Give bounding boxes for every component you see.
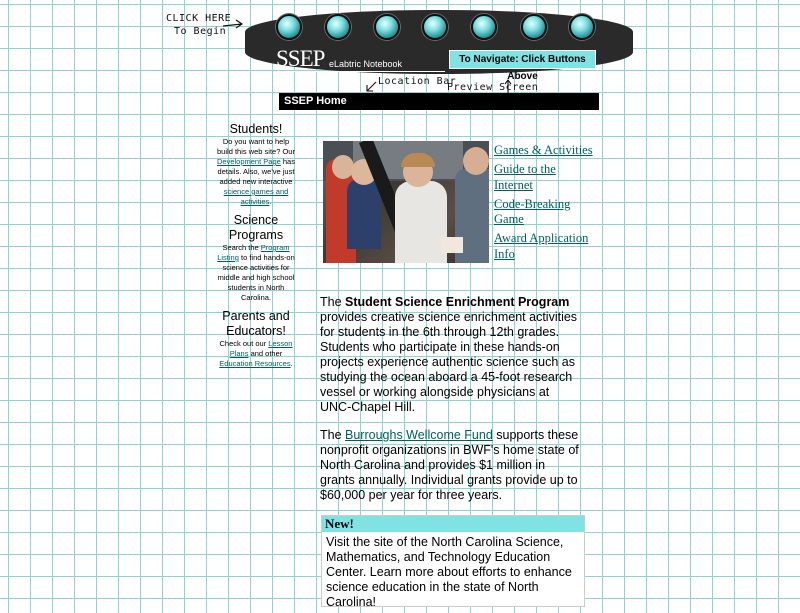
- programs-text: [214, 243, 298, 303]
- brand-subtitle: eLabtric Notebook: [329, 59, 403, 69]
- lesson-plans-link[interactable]: Lesson Plans: [229, 339, 293, 358]
- p1-pre: The: [320, 295, 346, 309]
- navigation-hint: To Navigate: Click Buttons Above: [449, 50, 596, 69]
- programs-text-1: Search the: [222, 243, 261, 252]
- click-here-line1: CLICK HERE: [166, 13, 232, 24]
- parents-text-3: .: [290, 359, 293, 368]
- code-breaking-game-link[interactable]: Code-Breaking Game: [494, 196, 571, 226]
- location-bar-annotation: Location Bar: [378, 76, 457, 87]
- students-text-3: .: [269, 197, 272, 206]
- arrow-down-left-icon: [364, 80, 378, 94]
- nav-button-6[interactable]: [521, 14, 547, 40]
- brand-underline: [275, 71, 445, 72]
- burroughs-wellcome-link[interactable]: Burroughs Wellcome Fund: [345, 428, 493, 442]
- parents-text-2: and other: [248, 349, 283, 358]
- location-bar: SSEP Home: [279, 93, 599, 110]
- education-resources-link[interactable]: Education Resources: [219, 359, 291, 368]
- arrow-right-icon: [222, 18, 246, 32]
- click-here-line2: To Begin: [174, 26, 227, 37]
- program-name: Student Science Enrichment Program: [345, 295, 570, 309]
- students-text: [214, 137, 298, 207]
- students-telescope-photo: [323, 141, 489, 263]
- news-body: [322, 532, 584, 613]
- development-page-link[interactable]: Development Page: [217, 157, 281, 166]
- news-box: [321, 515, 585, 607]
- news-post: . Learn more about efforts to enhance science education in the state of North Carolina!: [326, 565, 572, 609]
- programs-heading: Science Programs: [228, 213, 284, 242]
- program-listing-link[interactable]: Program Listing: [217, 243, 290, 262]
- nc-smt-center-link[interactable]: North Carolina Science, Mathematics, and Technology Education Center: [326, 535, 564, 579]
- parents-text-1: Check out our: [219, 339, 269, 348]
- guide-to-internet-link[interactable]: Guide to the Internet: [494, 162, 556, 192]
- nav-button-7[interactable]: [569, 14, 595, 40]
- parents-heading: Parents and Educators!: [222, 309, 290, 338]
- quick-links: [494, 143, 594, 266]
- nav-button-4[interactable]: [422, 14, 448, 40]
- science-games-link[interactable]: science games and activities: [223, 187, 289, 206]
- parents-text: [214, 339, 298, 369]
- students-text-1: Do you want to help build this web site? Our: [217, 137, 295, 156]
- nav-button-2[interactable]: [325, 14, 351, 40]
- students-text-2: has details. Also, we've just added new interactive: [217, 157, 295, 186]
- news-pre: Visit the site of the: [326, 535, 432, 549]
- award-application-info-link[interactable]: Award Application Info: [494, 231, 589, 261]
- preview-screen-annotation: Preview Screen: [447, 82, 539, 93]
- funding-paragraph: [320, 428, 582, 503]
- sidebar: [214, 122, 298, 375]
- p2-pre: The: [320, 428, 346, 442]
- nav-button-1[interactable]: [276, 14, 302, 40]
- nav-button-5[interactable]: [471, 14, 497, 40]
- news-heading: New!: [322, 516, 584, 532]
- students-heading: Students!: [229, 122, 283, 136]
- programs-text-2: to find hands-on science activities for middle and high school students in North Carolina.: [217, 253, 295, 302]
- intro-paragraph: [320, 295, 582, 415]
- nav-button-3[interactable]: [374, 14, 400, 40]
- p2-post: supports these nonprofit organizations in BWF's home state of North Carolina and provides $1 million in grants annually. Individual grants provide up to $60,000 per year for three years.: [320, 428, 579, 502]
- p1-post: provides creative science enrichment activities for students in the 6th through 12th grades. Students who participate in these hands-on projects experience authentic science such as studying the ocean aboard a 45-foot research vessel or working alongside physicians at UNC-Chapel Hill.: [320, 310, 578, 414]
- brand-logo: SSEP: [276, 46, 325, 71]
- games-activities-link[interactable]: Games & Activities: [494, 143, 593, 157]
